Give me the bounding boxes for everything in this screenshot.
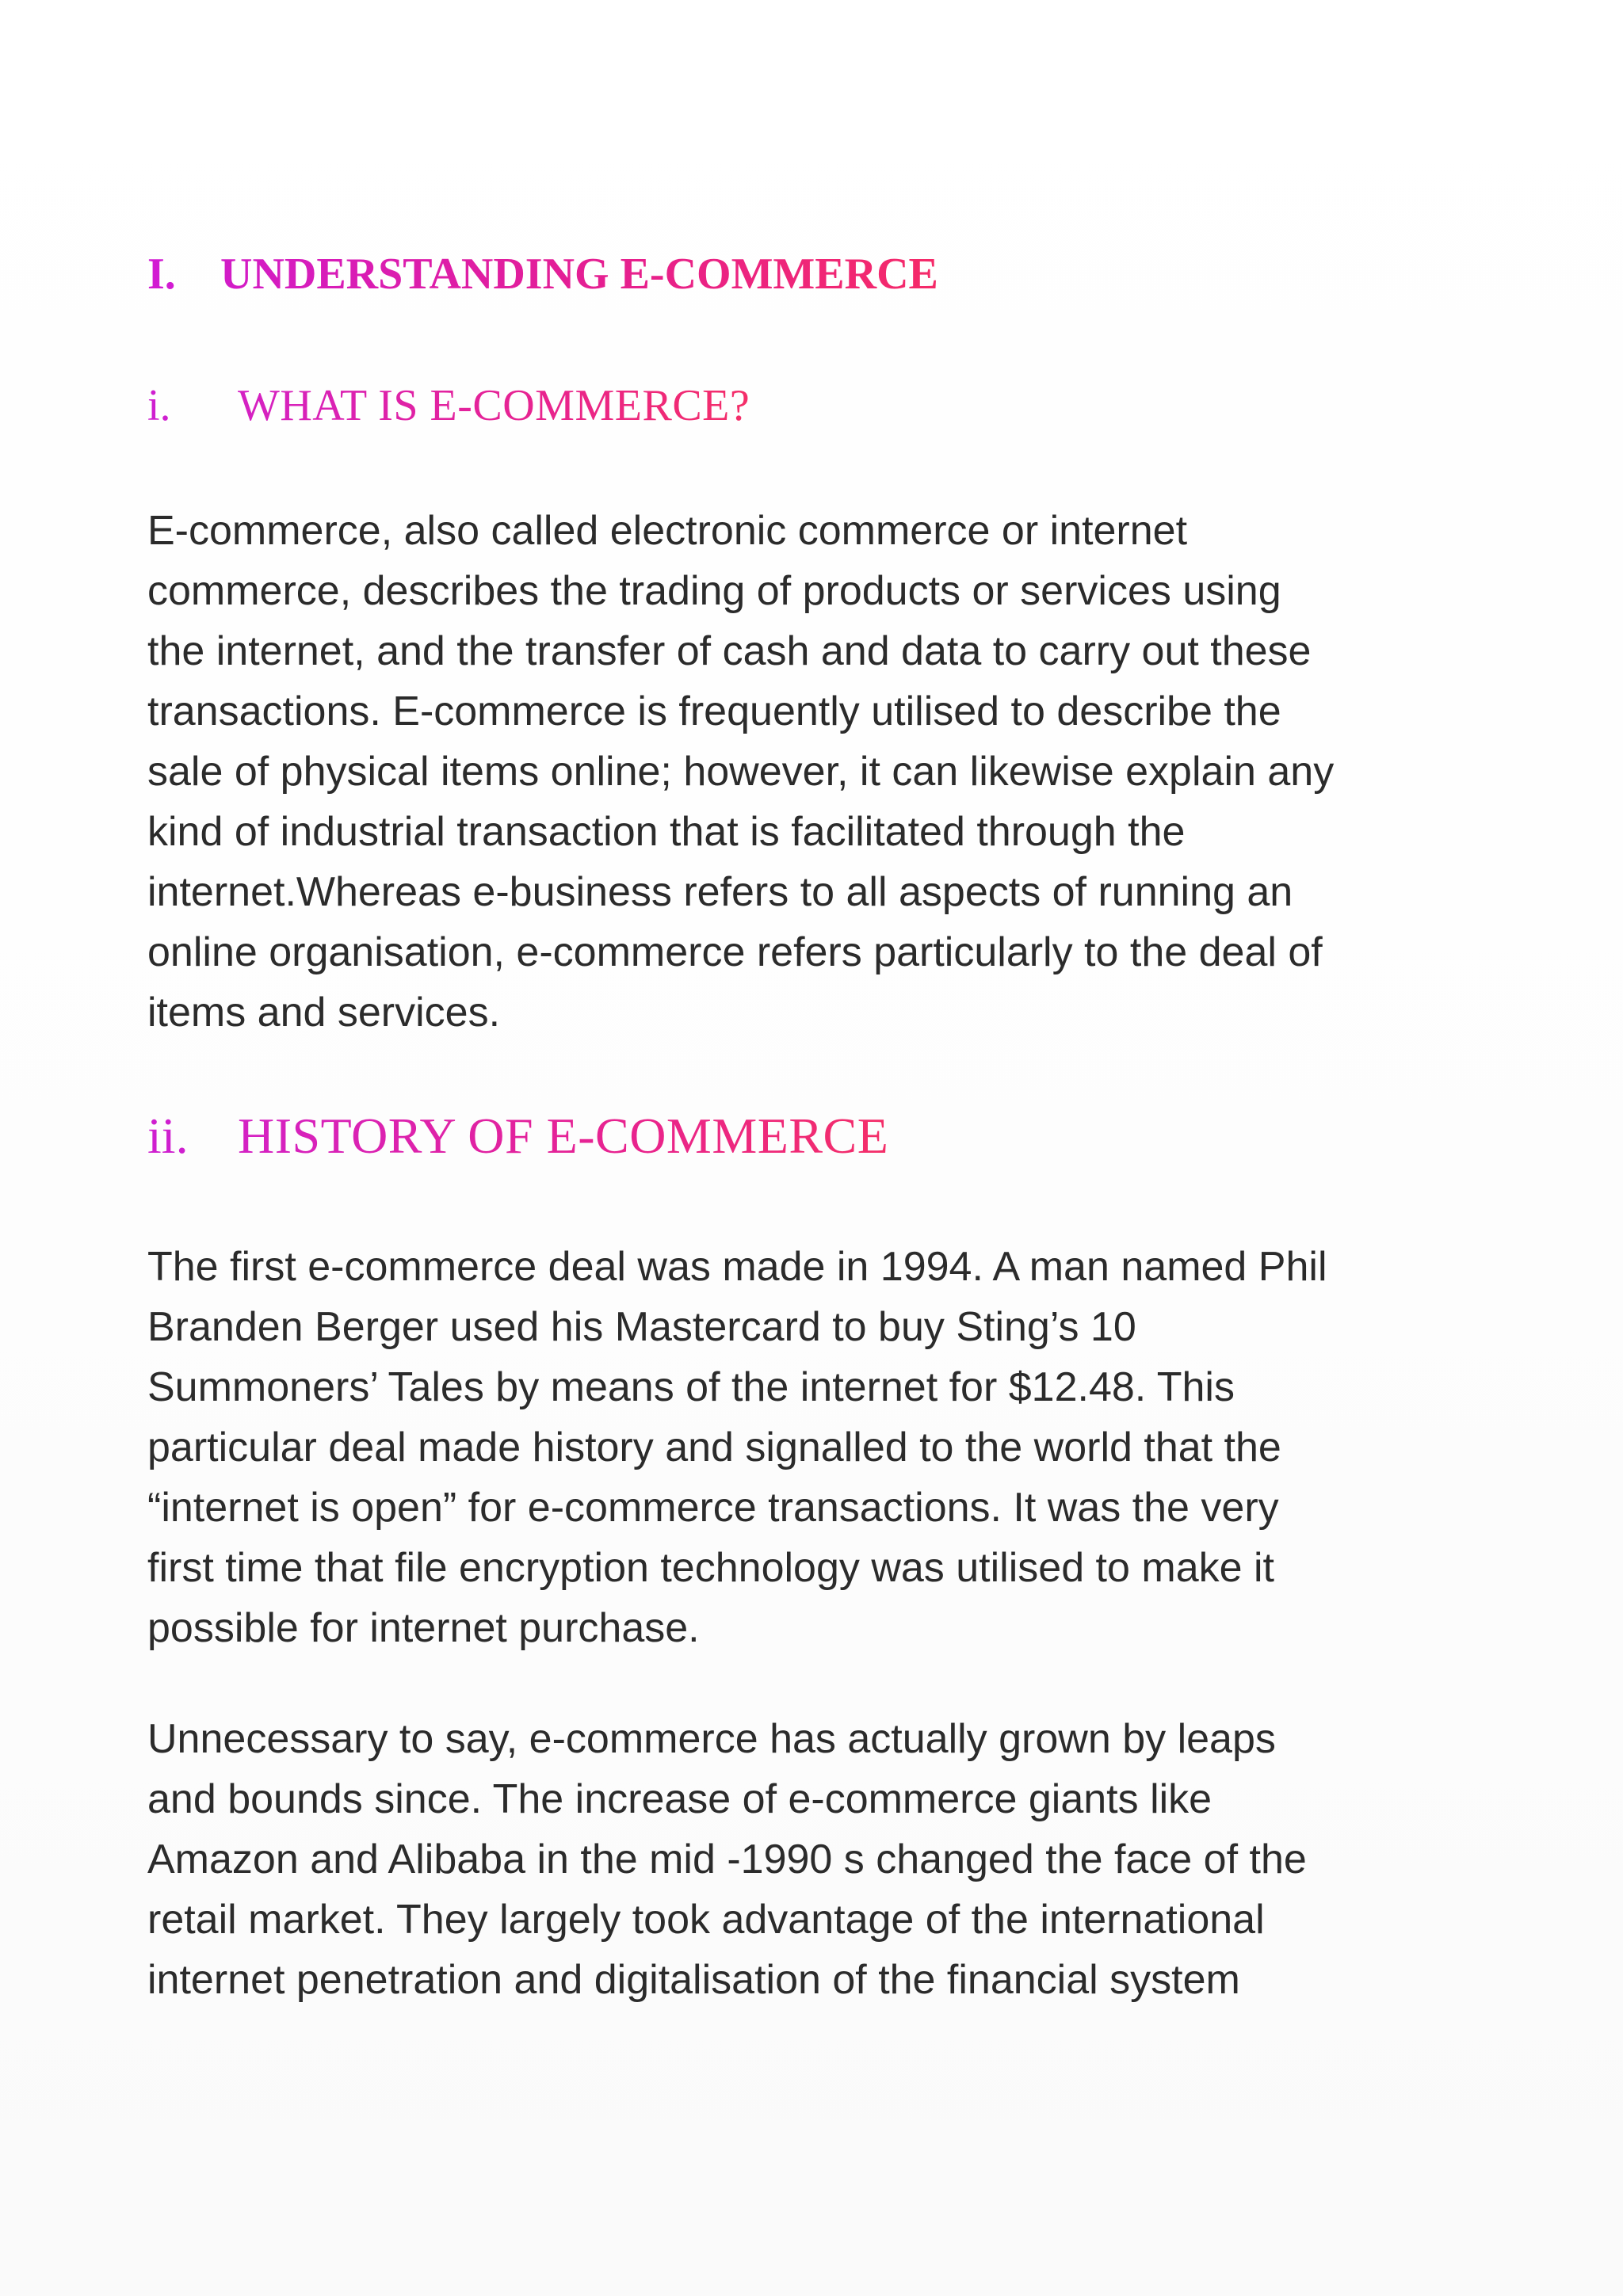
section-heading — [147, 250, 938, 299]
text-line: E-commerce, also called electronic commerce or internet — [147, 508, 1188, 554]
text-line: items and services. — [147, 990, 501, 1035]
text-line: retail market. They largely took advantage of the international — [147, 1897, 1265, 1943]
subsection-title: WHAT IS E-COMMERCE? — [238, 381, 750, 430]
section-number: I. — [147, 250, 176, 299]
subsection-heading-what-is — [147, 383, 750, 428]
text-line: first time that file encryption technology was utilised to make it — [147, 1545, 1274, 1591]
paragraph-history-2 — [147, 1709, 1495, 2010]
text-line: The first e-commerce deal was made in 1994. A man named Phil — [147, 1244, 1327, 1290]
section-title: UNDERSTANDING E-COMMERCE — [220, 250, 938, 299]
text-line: commerce, describes the trading of products or services using — [147, 568, 1281, 614]
text-line: internet.Whereas e-business refers to all aspects of running an — [147, 869, 1293, 915]
text-line: online organisation, e-commerce refers particularly to the deal of — [147, 929, 1323, 975]
subsection-number: i. — [147, 381, 171, 430]
text-line: particular deal made history and signalled to the world that the — [147, 1425, 1281, 1470]
text-line: and bounds since. The increase of e-commerce giants like — [147, 1776, 1212, 1822]
text-line: internet penetration and digitalisation of the financial system — [147, 1957, 1240, 2003]
text-line: Amazon and Alibaba in the mid -1990 s changed the face of the — [147, 1836, 1307, 1882]
subsection-number: ii. — [147, 1108, 189, 1164]
text-line: “internet is open” for e-commerce transactions. It was the very — [147, 1485, 1279, 1531]
text-line: Summoners’ Tales by means of the internet for $12.48. This — [147, 1364, 1235, 1410]
text-line: transactions. E-commerce is frequently utilised to describe the — [147, 688, 1281, 734]
text-line: possible for internet purchase. — [147, 1605, 700, 1651]
text-line: Branden Berger used his Mastercard to buy Sting’s 10 — [147, 1304, 1136, 1350]
paragraph-what-is — [147, 501, 1495, 1043]
subsection-title: HISTORY OF E-COMMERCE — [238, 1108, 889, 1164]
text-line: sale of physical items online; however, it can likewise explain any — [147, 749, 1335, 795]
paragraph-history-1 — [147, 1237, 1495, 1658]
subsection-heading-history — [147, 1108, 889, 1164]
text-line: kind of industrial transaction that is facilitated through the — [147, 809, 1186, 855]
text-line: Unnecessary to say, e-commerce has actually grown by leaps — [147, 1716, 1276, 1762]
text-line: the internet, and the transfer of cash and data to carry out these — [147, 628, 1312, 674]
